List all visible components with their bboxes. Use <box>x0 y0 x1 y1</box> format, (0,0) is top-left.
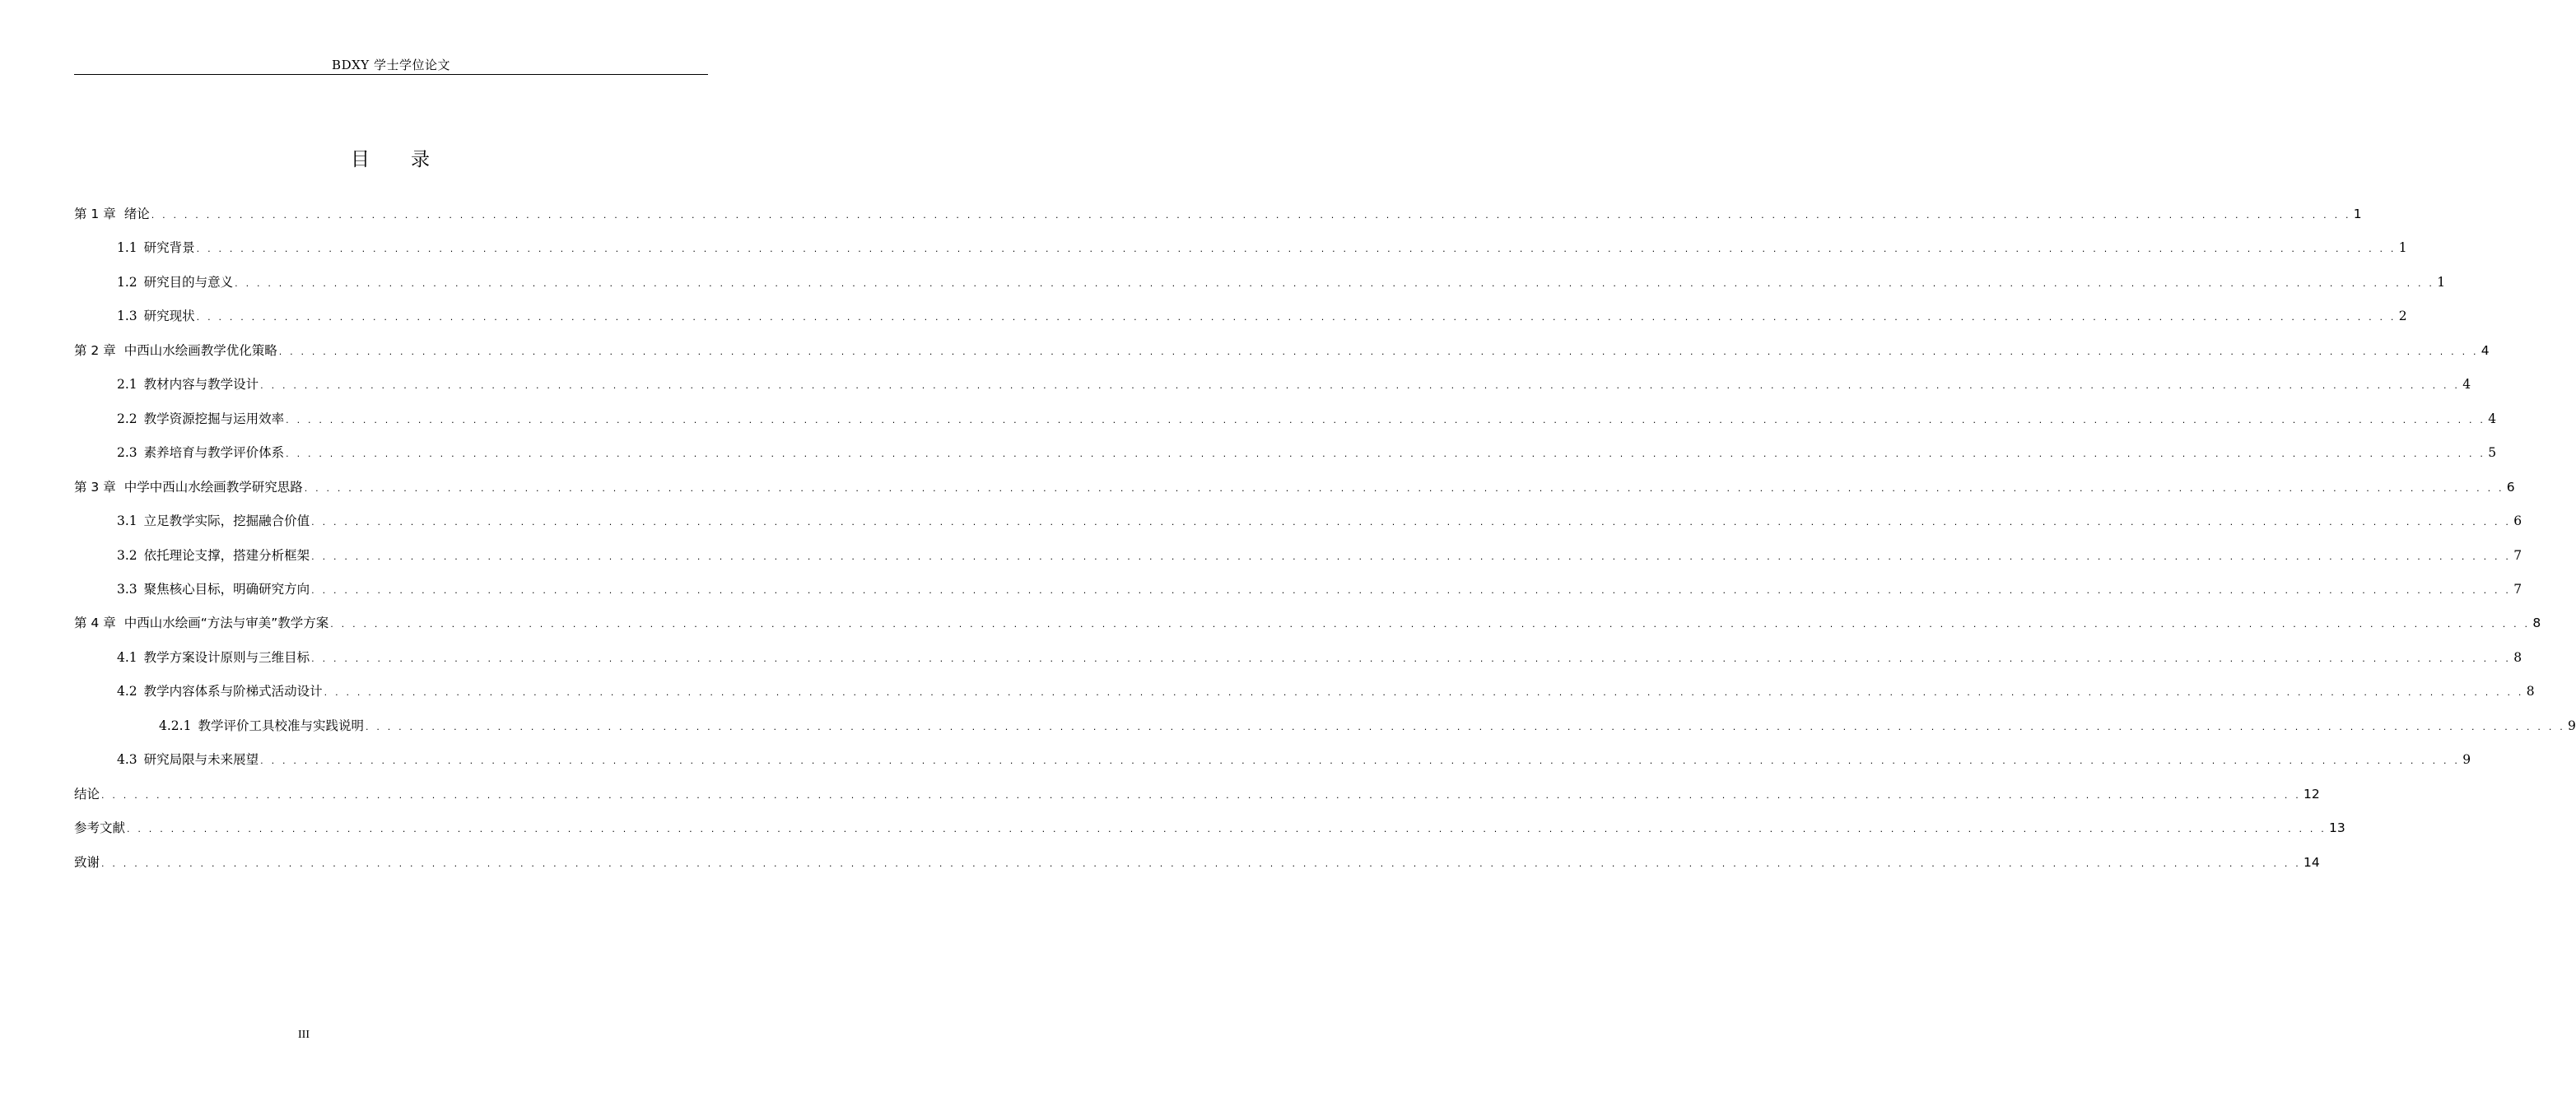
toc-entry-title: 教学内容体系与阶梯式活动设计 <box>143 684 323 699</box>
toc-title-left: 目 <box>351 149 371 170</box>
toc-entry-page: 8 <box>2526 684 2535 699</box>
toc-entry-number: 4.2 <box>117 684 137 699</box>
toc-entry-page: 4 <box>2488 411 2497 426</box>
toc-entry-chapter-18[interactable] <box>74 784 2320 804</box>
toc-entry-label <box>74 784 100 804</box>
toc-entry-title: 研究目的与意义 <box>143 275 234 290</box>
toc-entry-label <box>117 648 310 667</box>
running-header: BDXY 学士学位论文 <box>332 58 450 72</box>
toc-entry-title: 立足教学实际，挖掘融合价值 <box>143 514 310 528</box>
toc-dot-leader: . . . . . . . . . . . . . . . . . . . . . . . . . . . . . . . . . . . . . . . . . . . . . . . . . . . . . . . . . . . . . . . . . . . . . . . . . . . . . . . . . . . . . . . . . . . . . . . . . . . . . . . . . . . . . . . . . . . . . . . . . . . . . . . . . . . . . . . . . . . . . . . . . . . . . . . . . . . . . . . . . . . . . . . . . . . . . . . . . . . . . . . . . . . . . . . . . . . . . . . . <box>365 722 2565 732</box>
toc-entry-chapter-19[interactable] <box>74 818 2345 838</box>
toc-entry-section-10[interactable] <box>74 511 2522 531</box>
toc-entry-label <box>74 204 150 224</box>
toc-entry-title: 教学评价工具校准与实践说明 <box>198 718 364 733</box>
toc-entry-label <box>117 579 310 599</box>
toc-entry-title: 绪论 <box>123 207 150 221</box>
toc-entry-number: 第 3 章 <box>74 480 116 495</box>
toc-dot-leader: . . . . . . . . . . . . . . . . . . . . . . . . . . . . . . . . . . . . . . . . . . . . . . . . . . . . . . . . . . . . . . . . . . . . . . . . . . . . . . . . . . . . . . . . . . . . . . . . . . . . . . . . . . . . . . . . . . . . . . . . . . . . . . . . . . . . . . . . . . . . . . . . . . . . . . . . . . . . . . . . . . . . . . . . . . . . . . . . . . . . . . . . . . . . . . . . . . . . . . . . <box>260 755 2461 766</box>
toc-entry-page: 9 <box>2462 752 2471 767</box>
toc-entry-section-7[interactable] <box>74 409 2497 429</box>
toc-entry-title: 中西山水绘画教学优化策略 <box>123 343 277 358</box>
toc-dot-leader: . . . . . . . . . . . . . . . . . . . . . . . . . . . . . . . . . . . . . . . . . . . . . . . . . . . . . . . . . . . . . . . . . . . . . . . . . . . . . . . . . . . . . . . . . . . . . . . . . . . . . . . . . . . . . . . . . . . . . . . . . . . . . . . . . . . . . . . . . . . . . . . . . . . . . . . . . . . . . . . . . . . . . . . . . . . . . . . . . . . . . . . . . . . . . . . . . . . . . . . . <box>286 415 2486 425</box>
toc-entry-page: 1 <box>2398 240 2407 255</box>
toc-entry-number: 4.2.1 <box>159 718 192 733</box>
toc-entry-page: 14 <box>2303 855 2320 870</box>
toc-entry-number: 第 4 章 <box>74 616 116 630</box>
toc-entry-label <box>159 716 364 736</box>
toc-entry-title: 结论 <box>74 787 100 802</box>
toc-entry-label <box>117 750 259 769</box>
toc-entry-page: 6 <box>2506 480 2515 495</box>
toc-entry-number: 第 2 章 <box>74 343 116 358</box>
toc-entry-page: 4 <box>2462 377 2471 392</box>
toc-dot-leader: . . . . . . . . . . . . . . . . . . . . . . . . . . . . . . . . . . . . . . . . . . . . . . . . . . . . . . . . . . . . . . . . . . . . . . . . . . . . . . . . . . . . . . . . . . . . . . . . . . . . . . . . . . . . . . . . . . . . . . . . . . . . . . . . . . . . . . . . . . . . . . . . . . . . . . . . . . . . . . . . . . . . . . . . . . . . . . . . . . . . . . . . . . . . . . . . . . . . . . . . <box>196 244 2397 254</box>
toc-entry-chapter-5[interactable] <box>74 341 2490 360</box>
toc-entry-page: 4 <box>2481 343 2490 358</box>
toc-dot-leader: . . . . . . . . . . . . . . . . . . . . . . . . . . . . . . . . . . . . . . . . . . . . . . . . . . . . . . . . . . . . . . . . . . . . . . . . . . . . . . . . . . . . . . . . . . . . . . . . . . . . . . . . . . . . . . . . . . . . . . . . . . . . . . . . . . . . . . . . . . . . . . . . . . . . . . . . . . . . . . . . . . . . . . . . . . . . . . . . . . . . . . . . . . . . . . . . . . . . . . . . <box>101 858 2301 869</box>
toc-title-right: 录 <box>411 149 431 170</box>
toc-entry-number: 3.2 <box>117 548 137 563</box>
toc-entry-title: 依托理论支撑，搭建分析框架 <box>143 548 310 563</box>
toc-entry-title: 中西山水绘画“方法与审美”教学方案 <box>123 616 329 630</box>
toc-entry-number: 3.3 <box>117 582 137 597</box>
toc-entry-number: 第 1 章 <box>74 207 116 221</box>
toc-dot-leader: . . . . . . . . . . . . . . . . . . . . . . . . . . . . . . . . . . . . . . . . . . . . . . . . . . . . . . . . . . . . . . . . . . . . . . . . . . . . . . . . . . . . . . . . . . . . . . . . . . . . . . . . . . . . . . . . . . . . . . . . . . . . . . . . . . . . . . . . . . . . . . . . . . . . . . . . . . . . . . . . . . . . . . . . . . . . . . . . . . . . . . . . . . . . . . . . . . . . . . . . <box>260 380 2461 391</box>
toc-entry-title: 教学资源挖掘与运用效率 <box>143 411 285 426</box>
toc-entry-title: 研究局限与未来展望 <box>143 752 259 767</box>
toc-entry-label <box>117 511 310 531</box>
toc-entry-page: 8 <box>2513 650 2522 665</box>
toc-dot-leader: . . . . . . . . . . . . . . . . . . . . . . . . . . . . . . . . . . . . . . . . . . . . . . . . . . . . . . . . . . . . . . . . . . . . . . . . . . . . . . . . . . . . . . . . . . . . . . . . . . . . . . . . . . . . . . . . . . . . . . . . . . . . . . . . . . . . . . . . . . . . . . . . . . . . . . . . . . . . . . . . . . . . . . . . . . . . . . . . . . . . . . . . . . . . . . . . . . . . . . . . <box>101 790 2301 801</box>
toc-dot-leader: . . . . . . . . . . . . . . . . . . . . . . . . . . . . . . . . . . . . . . . . . . . . . . . . . . . . . . . . . . . . . . . . . . . . . . . . . . . . . . . . . . . . . . . . . . . . . . . . . . . . . . . . . . . . . . . . . . . . . . . . . . . . . . . . . . . . . . . . . . . . . . . . . . . . . . . . . . . . . . . . . . . . . . . . . . . . . . . . . . . . . . . . . . . . . . . . . . . . . . . . <box>286 448 2486 459</box>
toc-entry-title: 中学中西山水绘画教学研究思路 <box>123 480 303 495</box>
toc-entry-number: 1.1 <box>117 240 137 255</box>
toc-entry-title: 致谢 <box>74 855 100 870</box>
toc-entry-label <box>74 477 303 497</box>
table-of-contents <box>74 0 2576 1106</box>
toc-entry-number: 2.1 <box>117 377 137 392</box>
toc-dot-leader: . . . . . . . . . . . . . . . . . . . . . . . . . . . . . . . . . . . . . . . . . . . . . . . . . . . . . . . . . . . . . . . . . . . . . . . . . . . . . . . . . . . . . . . . . . . . . . . . . . . . . . . . . . . . . . . . . . . . . . . . . . . . . . . . . . . . . . . . . . . . . . . . . . . . . . . . . . . . . . . . . . . . . . . . . . . . . . . . . . . . . . . . . . . . . . . . . . . . . . . . <box>311 551 2512 562</box>
toc-dot-leader: . . . . . . . . . . . . . . . . . . . . . . . . . . . . . . . . . . . . . . . . . . . . . . . . . . . . . . . . . . . . . . . . . . . . . . . . . . . . . . . . . . . . . . . . . . . . . . . . . . . . . . . . . . . . . . . . . . . . . . . . . . . . . . . . . . . . . . . . . . . . . . . . . . . . . . . . . . . . . . . . . . . . . . . . . . . . . . . . . . . . . . . . . . . . . . . . . . . . . . . . <box>151 210 2351 221</box>
toc-entry-number: 1.2 <box>117 275 137 290</box>
toc-entry-label <box>74 853 100 872</box>
toc-entry-page: 2 <box>2398 309 2407 323</box>
toc-entry-label <box>117 306 195 326</box>
toc-dot-leader: . . . . . . . . . . . . . . . . . . . . . . . . . . . . . . . . . . . . . . . . . . . . . . . . . . . . . . . . . . . . . . . . . . . . . . . . . . . . . . . . . . . . . . . . . . . . . . . . . . . . . . . . . . . . . . . . . . . . . . . . . . . . . . . . . . . . . . . . . . . . . . . . . . . . . . . . . . . . . . . . . . . . . . . . . . . . . . . . . . . . . . . . . . . . . . . . . . . . . . . . <box>235 278 2435 289</box>
toc-dot-leader: . . . . . . . . . . . . . . . . . . . . . . . . . . . . . . . . . . . . . . . . . . . . . . . . . . . . . . . . . . . . . . . . . . . . . . . . . . . . . . . . . . . . . . . . . . . . . . . . . . . . . . . . . . . . . . . . . . . . . . . . . . . . . . . . . . . . . . . . . . . . . . . . . . . . . . . . . . . . . . . . . . . . . . . . . . . . . . . . . . . . . . . . . . . . . . . . . . . . . . . . <box>330 619 2531 630</box>
toc-entry-page: 5 <box>2488 445 2497 460</box>
toc-dot-leader: . . . . . . . . . . . . . . . . . . . . . . . . . . . . . . . . . . . . . . . . . . . . . . . . . . . . . . . . . . . . . . . . . . . . . . . . . . . . . . . . . . . . . . . . . . . . . . . . . . . . . . . . . . . . . . . . . . . . . . . . . . . . . . . . . . . . . . . . . . . . . . . . . . . . . . . . . . . . . . . . . . . . . . . . . . . . . . . . . . . . . . . . . . . . . . . . . . . . . . . . <box>311 517 2512 527</box>
toc-entry-title: 素养培育与教学评价体系 <box>143 445 285 460</box>
toc-dot-leader: . . . . . . . . . . . . . . . . . . . . . . . . . . . . . . . . . . . . . . . . . . . . . . . . . . . . . . . . . . . . . . . . . . . . . . . . . . . . . . . . . . . . . . . . . . . . . . . . . . . . . . . . . . . . . . . . . . . . . . . . . . . . . . . . . . . . . . . . . . . . . . . . . . . . . . . . . . . . . . . . . . . . . . . . . . . . . . . . . . . . . . . . . . . . . . . . . . . . . . . . <box>311 585 2512 596</box>
toc-entry-number: 4.1 <box>117 650 137 665</box>
toc-entry-subsection-16[interactable] <box>74 716 2576 736</box>
toc-entry-page: 13 <box>2328 820 2345 835</box>
toc-entry-title: 研究现状 <box>143 309 195 323</box>
toc-entry-chapter-1[interactable] <box>74 204 2362 224</box>
toc-entry-label <box>117 546 310 565</box>
toc-entry-label <box>117 681 323 701</box>
toc-entry-section-12[interactable] <box>74 579 2522 599</box>
toc-entry-number: 1.3 <box>117 309 137 323</box>
toc-entry-page: 12 <box>2303 787 2320 802</box>
toc-entry-label <box>117 374 259 394</box>
toc-entry-label <box>117 238 195 258</box>
toc-entry-chapter-20[interactable] <box>74 853 2320 872</box>
toc-entry-section-6[interactable] <box>74 374 2471 394</box>
toc-dot-leader: . . . . . . . . . . . . . . . . . . . . . . . . . . . . . . . . . . . . . . . . . . . . . . . . . . . . . . . . . . . . . . . . . . . . . . . . . . . . . . . . . . . . . . . . . . . . . . . . . . . . . . . . . . . . . . . . . . . . . . . . . . . . . . . . . . . . . . . . . . . . . . . . . . . . . . . . . . . . . . . . . . . . . . . . . . . . . . . . . . . . . . . . . . . . . . . . . . . . . . . . <box>278 346 2479 357</box>
toc-entry-label <box>74 341 277 360</box>
toc-entry-section-3[interactable] <box>74 272 2446 292</box>
toc-dot-leader: . . . . . . . . . . . . . . . . . . . . . . . . . . . . . . . . . . . . . . . . . . . . . . . . . . . . . . . . . . . . . . . . . . . . . . . . . . . . . . . . . . . . . . . . . . . . . . . . . . . . . . . . . . . . . . . . . . . . . . . . . . . . . . . . . . . . . . . . . . . . . . . . . . . . . . . . . . . . . . . . . . . . . . . . . . . . . . . . . . . . . . . . . . . . . . . . . . . . . . . . <box>311 653 2512 664</box>
toc-entry-title: 教材内容与教学设计 <box>143 377 259 392</box>
toc-entry-title: 研究背景 <box>143 240 195 255</box>
toc-entry-chapter-9[interactable] <box>74 477 2515 497</box>
toc-entry-section-11[interactable] <box>74 546 2522 565</box>
toc-entry-number: 4.3 <box>117 752 137 767</box>
toc-entry-number: 3.1 <box>117 514 137 528</box>
toc-entry-section-15[interactable] <box>74 681 2535 701</box>
toc-entry-section-4[interactable] <box>74 306 2407 326</box>
toc-entry-section-8[interactable] <box>74 443 2497 462</box>
toc-dot-leader: . . . . . . . . . . . . . . . . . . . . . . . . . . . . . . . . . . . . . . . . . . . . . . . . . . . . . . . . . . . . . . . . . . . . . . . . . . . . . . . . . . . . . . . . . . . . . . . . . . . . . . . . . . . . . . . . . . . . . . . . . . . . . . . . . . . . . . . . . . . . . . . . . . . . . . . . . . . . . . . . . . . . . . . . . . . . . . . . . . . . . . . . . . . . . . . . . . . . . . . . <box>324 687 2524 698</box>
toc-entry-page: 7 <box>2513 548 2522 563</box>
toc-entry-label <box>117 443 284 462</box>
toc-entry-title: 教学方案设计原则与三维目标 <box>143 650 310 665</box>
toc-entry-label <box>74 818 125 838</box>
toc-dot-leader: . . . . . . . . . . . . . . . . . . . . . . . . . . . . . . . . . . . . . . . . . . . . . . . . . . . . . . . . . . . . . . . . . . . . . . . . . . . . . . . . . . . . . . . . . . . . . . . . . . . . . . . . . . . . . . . . . . . . . . . . . . . . . . . . . . . . . . . . . . . . . . . . . . . . . . . . . . . . . . . . . . . . . . . . . . . . . . . . . . . . . . . . . . . . . . . . . . . . . . . . <box>196 312 2397 323</box>
toc-dot-leader: . . . . . . . . . . . . . . . . . . . . . . . . . . . . . . . . . . . . . . . . . . . . . . . . . . . . . . . . . . . . . . . . . . . . . . . . . . . . . . . . . . . . . . . . . . . . . . . . . . . . . . . . . . . . . . . . . . . . . . . . . . . . . . . . . . . . . . . . . . . . . . . . . . . . . . . . . . . . . . . . . . . . . . . . . . . . . . . . . . . . . . . . . . . . . . . . . . . . . . . . <box>127 824 2327 834</box>
toc-entry-section-14[interactable] <box>74 648 2522 667</box>
toc-entry-page: 1 <box>2437 275 2446 290</box>
toc-entry-page: 7 <box>2513 582 2522 597</box>
toc-entry-page: 1 <box>2353 207 2362 221</box>
toc-entry-number: 2.3 <box>117 445 137 460</box>
page-number: III <box>298 1029 310 1041</box>
toc-entry-page: 8 <box>2532 616 2541 630</box>
toc-entry-section-2[interactable] <box>74 238 2407 258</box>
toc-dot-leader: . . . . . . . . . . . . . . . . . . . . . . . . . . . . . . . . . . . . . . . . . . . . . . . . . . . . . . . . . . . . . . . . . . . . . . . . . . . . . . . . . . . . . . . . . . . . . . . . . . . . . . . . . . . . . . . . . . . . . . . . . . . . . . . . . . . . . . . . . . . . . . . . . . . . . . . . . . . . . . . . . . . . . . . . . . . . . . . . . . . . . . . . . . . . . . . . . . . . . . . . <box>304 483 2504 494</box>
toc-entry-chapter-13[interactable] <box>74 613 2541 633</box>
toc-entry-label <box>117 409 284 429</box>
toc-entry-page: 6 <box>2513 514 2522 528</box>
toc-entry-number: 2.2 <box>117 411 137 426</box>
toc-entry-title: 聚焦核心目标，明确研究方向 <box>143 582 310 597</box>
toc-entry-label <box>74 613 328 633</box>
toc-entry-label <box>117 272 233 292</box>
toc-entry-title: 参考文献 <box>74 820 126 835</box>
toc-entry-page: 9 <box>2568 718 2576 733</box>
toc-entry-section-17[interactable] <box>74 750 2471 769</box>
